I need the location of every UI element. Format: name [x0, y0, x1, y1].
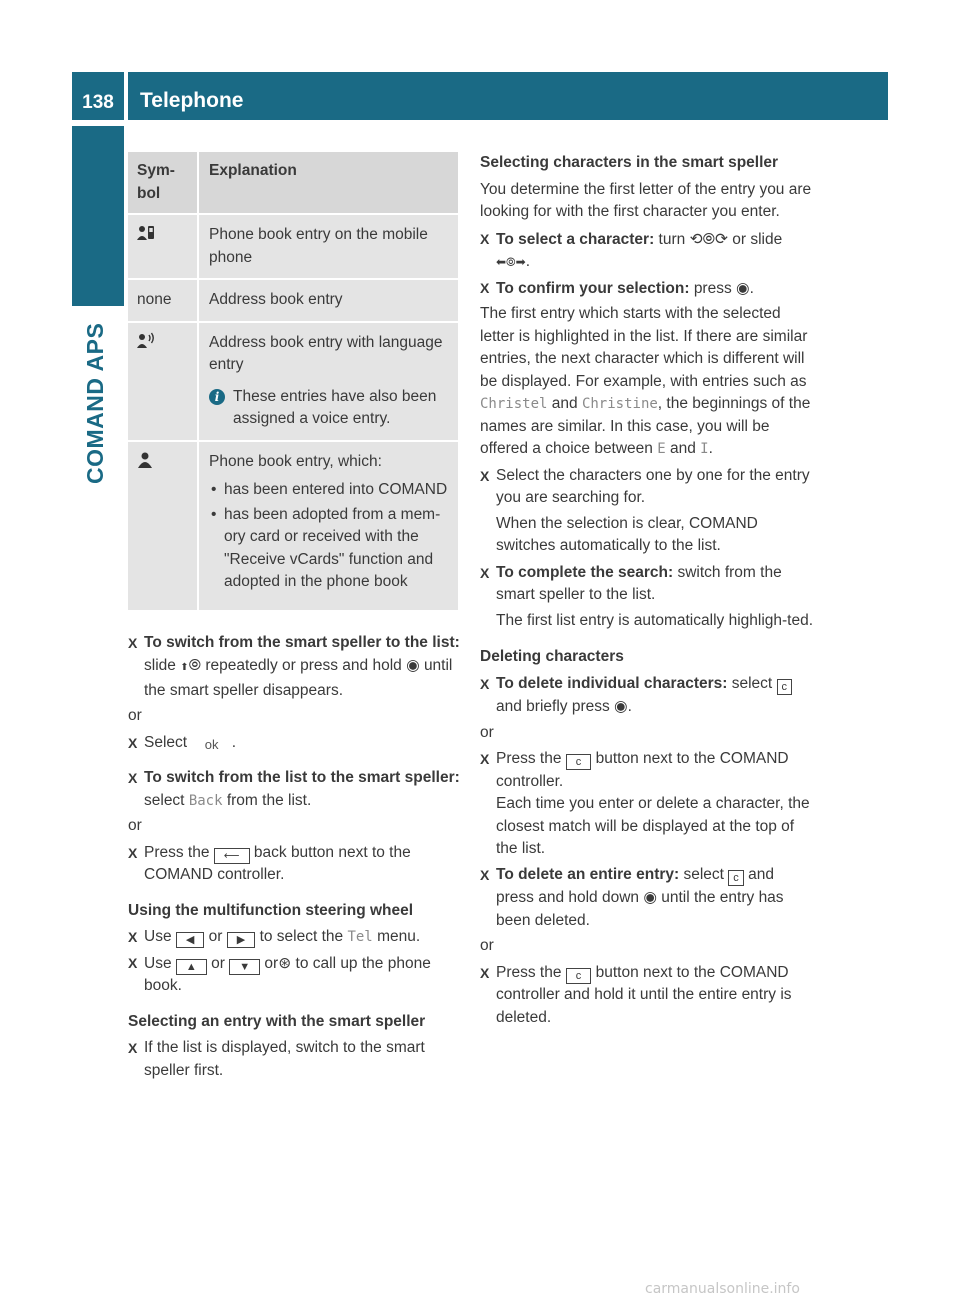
symbol-table [128, 152, 458, 610]
ok-icon: ok [204, 736, 219, 752]
ok-button-icon: ⊛ [278, 953, 292, 972]
step-switch-to-list: X To switch from the smart speller to the list: slide ⬆⦾ repeatedly or press and hold ◉ until the smart speller disappears. [128, 633, 460, 699]
step-switch-to-speller: X To switch from the list to the smart speller: select Back from the list. [128, 769, 460, 809]
paragraph: You determine the first letter of the entry you are looking for with the first character you enter. [480, 180, 812, 220]
section-heading: Using the multifunction steering wheel [128, 901, 414, 919]
section-heading: Selecting characters in the smart speller [480, 154, 779, 171]
side-tab-block [72, 126, 124, 306]
section-heading: Deleting characters [480, 648, 624, 665]
right-key-icon: ▶ [227, 932, 255, 948]
paragraph: The first entry which starts with the selected letter is highlighted in the list. If there are similar entries, the next character which is different will be displayed. For example, with entries such as Christel and Christine, the beginnings of the names are similar. In this case, you will be offered a choice between E and I. [480, 305, 811, 457]
step-switch-speller-first: X If the list is displayed, switch to the smart speller first. [128, 1039, 425, 1079]
clear-button-icon: c [566, 754, 592, 770]
row-text: Address book entry with language entry [209, 333, 443, 373]
down-key-icon: ▼ [229, 959, 260, 975]
list-item: • has been adopted from a mem-ory card or received with the "Receive vCards" function and adopted in the phone book [211, 505, 441, 590]
mobile-phonebook-icon [137, 229, 155, 246]
list-item: • has been entered into COMAND [211, 481, 448, 498]
row-symbol-text: none [128, 279, 198, 322]
turn-controller-icon: ⟲⦾⟳ [689, 229, 728, 248]
or-text: or [128, 707, 142, 724]
step-complete-search: X To complete the search: switch from the smart speller to the list. [480, 563, 782, 603]
side-label-wrap [82, 322, 114, 485]
slide-left-right-icon: ⬅⦾➡ [496, 255, 526, 269]
step-select-chars: X Select the characters one by one for the entry you are searching for. [480, 466, 810, 506]
paragraph: When the selection is clear, COMAND switches automatically to the list. [496, 514, 758, 554]
step-press-back: X Press the ⟵ back button next to the COMAND controller. [128, 843, 411, 883]
step-press-clear: X Press the c button next to the COMAND controller. Each time you enter or delete a character, the closest match will be displayed at the top of the list. [480, 748, 815, 861]
controller-icon: ⦾ [188, 656, 201, 674]
clear-button-icon: c [566, 968, 592, 984]
step-select-character: X To select a character: turn ⟲⦾⟳ or slide ⬅⦾➡. [480, 229, 783, 270]
clear-icon: c [728, 870, 744, 886]
chapter-title: Telephone [128, 72, 888, 120]
or-text: or [480, 723, 494, 741]
watermark: carmanualsonline.info [645, 1281, 800, 1297]
header-symbol: Sym- bol [128, 152, 198, 214]
step-delete-individual: X To delete individual characters: select c and briefly press ◉. [480, 673, 815, 719]
step-use-left-right: X Use ◀ or ▶ to select the Tel menu. [128, 928, 421, 946]
or-text: or [128, 817, 142, 834]
left-key-icon: ◀ [176, 932, 204, 948]
section-heading: Selecting an entry with the smart speller [128, 1012, 426, 1030]
table-row [128, 214, 458, 279]
side-label: COMAND APS [82, 322, 108, 484]
step-use-up-down: X Use ▲ or ▼ or⊛ to call up the phone book. [128, 953, 431, 994]
left-column [128, 152, 460, 1085]
row-text: Address book entry [198, 279, 458, 322]
bullet-list [209, 479, 448, 594]
info-text: These entries have also been assigned a voice entry. [233, 387, 437, 427]
header-explanation: Explanation [198, 152, 458, 214]
press-controller-icon: ◉ [643, 888, 657, 906]
paragraph: The first list entry is automatically highligh-ted. [496, 611, 814, 629]
info-note [209, 386, 448, 431]
step-select-ok: X Select ok . [128, 733, 237, 752]
up-key-icon: ▲ [176, 959, 207, 975]
press-controller-icon: ◉ [614, 697, 628, 715]
step-delete-entire: X To delete an entire entry: select c and press and hold down ◉ until the entry has been deleted. [480, 865, 784, 929]
page-number: 138 [72, 72, 124, 120]
row-text: Phone book entry on the mobile phone [198, 214, 458, 279]
table-row [128, 279, 458, 322]
info-icon: i [209, 389, 225, 405]
row-text: Phone book entry, which: [209, 452, 382, 470]
phonebook-person-icon [137, 456, 153, 473]
back-button-icon: ⟵ [214, 848, 250, 864]
step-confirm: X To confirm your selection: press ◉. [480, 278, 754, 297]
paragraph: Each time you enter or delete a character, the closest match will be displayed at the top of the list. [496, 795, 810, 857]
table-header [128, 152, 458, 214]
right-column [480, 152, 815, 1032]
or-text: or [480, 937, 494, 954]
table-row [128, 322, 458, 441]
slide-up-icon: ⬆ [180, 662, 189, 673]
voice-entry-icon [137, 337, 157, 354]
press-controller-icon: ◉ [736, 278, 750, 297]
step-press-clear-hold: X Press the c button next to the COMAND controller and hold it until the entire entry is deleted. [480, 963, 792, 1026]
clear-icon: c [777, 679, 793, 695]
table-row [128, 441, 458, 610]
press-controller-icon: ◉ [406, 656, 420, 674]
